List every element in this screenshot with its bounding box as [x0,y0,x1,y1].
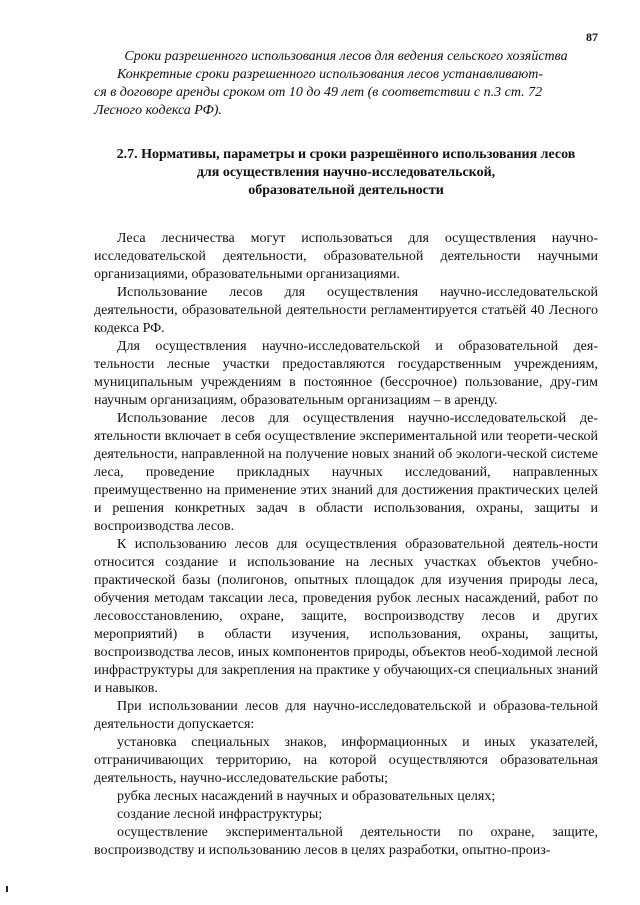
body-paragraph: При использовании лесов для научно-исследовательской и образова-тельной деятельности допускается: [94,699,598,732]
list-item: рубка лесных насаждений в научных и образовательных целях; [117,789,496,804]
body-paragraph: Использование лесов для осуществления научно-исследовательской деятельности, образовательной деятельности регламентируется статьёй 40 Лесного кодекса РФ. [94,285,598,336]
scan-edge-mark [6,886,8,892]
intro-title-line: Сроки разрешенного использования лесов для ведения сельского хозяйства [124,49,568,64]
page-content [94,48,598,860]
section-heading-line: 2.7. Нормативы, параметры и сроки разрешённого использования лесов [116,147,576,162]
body-paragraph: К использованию лесов для осуществления образовательной деятель-ности относится создание и использование на лесных участках объектов учебно-практической базы (полигонов, опытных площадок для изучения природы леса, обучения методам таксации леса, проведения рубок лесных насаждений, работ по лесовосстановлению, охране, защите, воспроизводству лесов и других мероприятий) в области изучения, использования, охраны, защиты, воспроизводства лесов, иных компонентов природы, объектов необ-ходимой лесной инфраструктуры для закрепления на практике у обучающих-ся специальных знаний и навыков. [94,537,598,696]
page-number: 87 [586,30,598,44]
body-paragraph: Леса лесничества могут использоваться для осуществления научно-исследовательской деятельности, образовательной деятельности научными организациями, образовательными организациями. [94,231,598,282]
list-item: создание лесной инфраструктуры; [117,807,323,822]
section-body [94,230,598,860]
intro-text-line: ся в договоре аренды сроком от 10 до 49 лет (в соответствии с п.3 ст. 72 [94,85,543,100]
list-item: осуществление экспериментальной деятельности по охране, защите, воспроизводству и использованию лесов в целях разработки, опытно-произ- [94,825,598,858]
section-heading-line: для осуществления научно-исследовательской, [196,165,496,180]
intro-text-line: Конкретные сроки разрешенного использования лесов устанавливают- [117,67,544,82]
body-paragraph: Использование лесов для осуществления научно-исследовательской де-ятельности включает в себя осуществление экспериментальной или теорети-ческой деятельности, направленной на получение новых знаний об экологи-ческой системе леса, проведение прикладных научных исследований, направленных преимущественно на применение этих знаний для достижения практических целей и решения конкретных задач в области использования, охраны, защиты и воспроизводства лесов. [94,411,598,534]
body-paragraph: Для осуществления научно-исследовательской и образовательной дея-тельности лесные участки предоставляются государственным учреждениям, муниципальным учреждениям в постоянное (бессрочное) пользование, дру-гим научным организациям, образовательным организациям – в аренду. [94,339,598,408]
list-item: установка специальных знаков, информационных и иных указателей, отграничивающих территорию, на которой осуществляются образовательная деятельность, научно-исследовательские работы; [94,735,598,786]
section-heading [94,146,598,200]
section-heading-line: образовательной деятельности [248,183,444,198]
intro-text-line: Лесного кодекса РФ). [94,103,222,118]
